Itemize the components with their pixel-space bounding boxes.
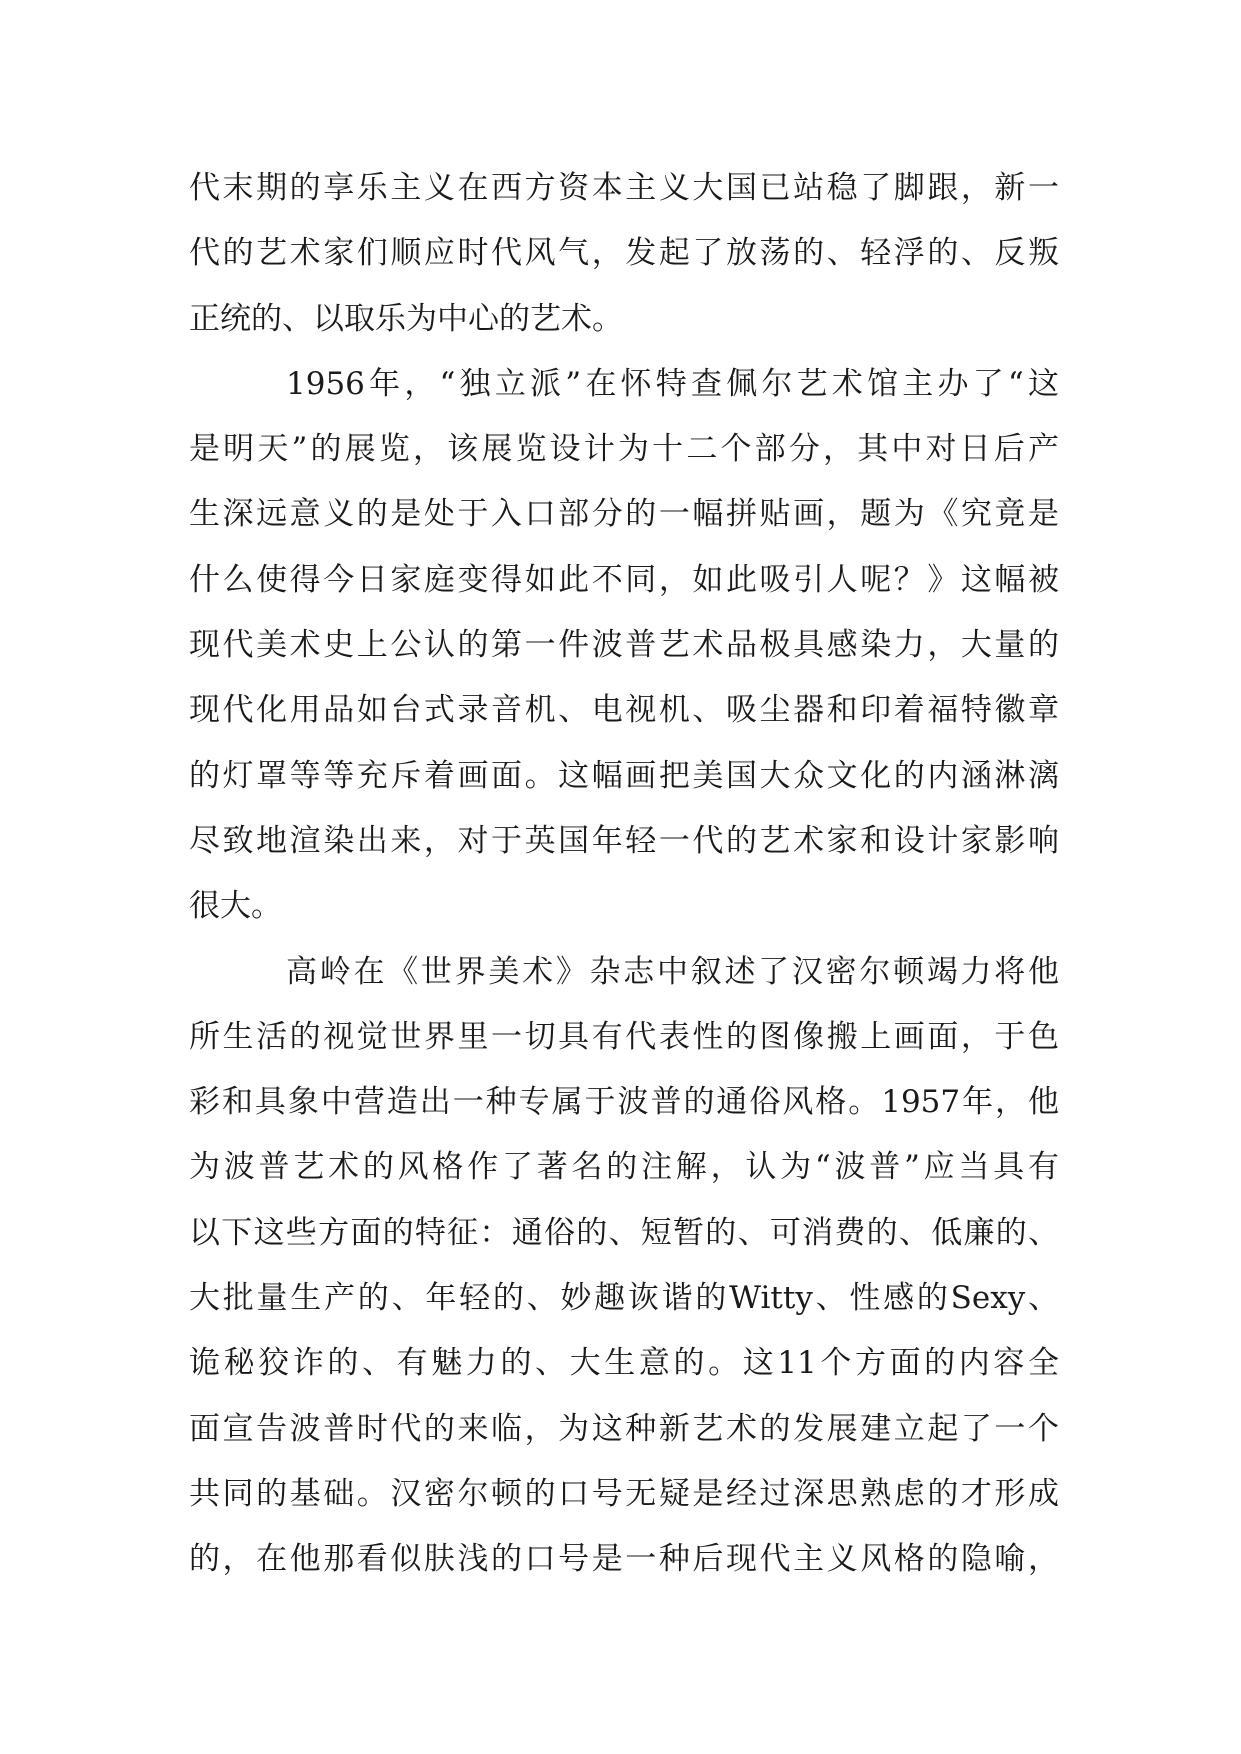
body-text	[189, 156, 1059, 1593]
paragraph-3	[189, 940, 1059, 1593]
text-line: 现代化用品如台式录音机、电视机、吸尘器和印着福特徽章	[189, 692, 1059, 729]
text-line: 现代美术史上公认的第一件波普艺术品极具感染力，大量的	[189, 627, 1059, 664]
text-line: 的灯罩等等充斥着画面。这幅画把美国大众文化的内涵淋漓	[189, 757, 1059, 794]
text-line: 彩和具象中营造出一种专属于波普的通俗风格。1957年，他	[189, 1084, 1059, 1121]
paragraph-2	[189, 352, 1059, 940]
paragraph-1	[189, 156, 1059, 352]
text-line: 什么使得今日家庭变得如此不同，如此吸引人呢？》这幅被	[189, 561, 1059, 598]
text-line: 为波普艺术的风格作了著名的注解，认为“波普”应当具有	[189, 1149, 1059, 1186]
text-line: 面宣告波普时代的来临，为这种新艺术的发展建立起了一个	[189, 1410, 1059, 1447]
text-line: 共同的基础。汉密尔顿的口号无疑是经过深思熟虑的才形成	[189, 1475, 1059, 1512]
text-line: 尽致地渲染出来，对于英国年轻一代的艺术家和设计家影响	[189, 822, 1059, 859]
text-line: 诡秘狡诈的、有魅力的、大生意的。这11个方面的内容全	[189, 1345, 1059, 1382]
text-line: 代的艺术家们顺应时代风气，发起了放荡的、轻浮的、反叛	[189, 235, 1059, 272]
text-line: 以下这些方面的特征：通俗的、短暂的、可消费的、低廉的、	[189, 1214, 1059, 1251]
text-line: 高岭在《世界美术》杂志中叙述了汉密尔顿竭力将他	[286, 953, 1059, 990]
text-line: 所生活的视觉世界里一切具有代表性的图像搬上画面，于色	[189, 1018, 1059, 1055]
text-line: 生深远意义的是处于入口部分的一幅拼贴画，题为《究竟是	[189, 496, 1059, 533]
text-line: 很大。	[189, 888, 282, 925]
text-line: 大批量生产的、年轻的、妙趣诙谐的Witty、性感的Sexy、	[189, 1280, 1059, 1317]
text-line: 正统的、以取乐为中心的艺术。	[189, 300, 623, 337]
text-line: 代末期的享乐主义在西方资本主义大国已站稳了脚跟，新一	[189, 170, 1059, 206]
text-line: 的，在他那看似肤浅的口号是一种后现代主义风格的隐喻，	[189, 1541, 1059, 1578]
text-line: 是明天”的展览，该展览设计为十二个部分，其中对日后产	[189, 431, 1059, 468]
text-line: 1956年，“独立派”在怀特查佩尔艺术馆主办了“这	[286, 365, 1059, 402]
